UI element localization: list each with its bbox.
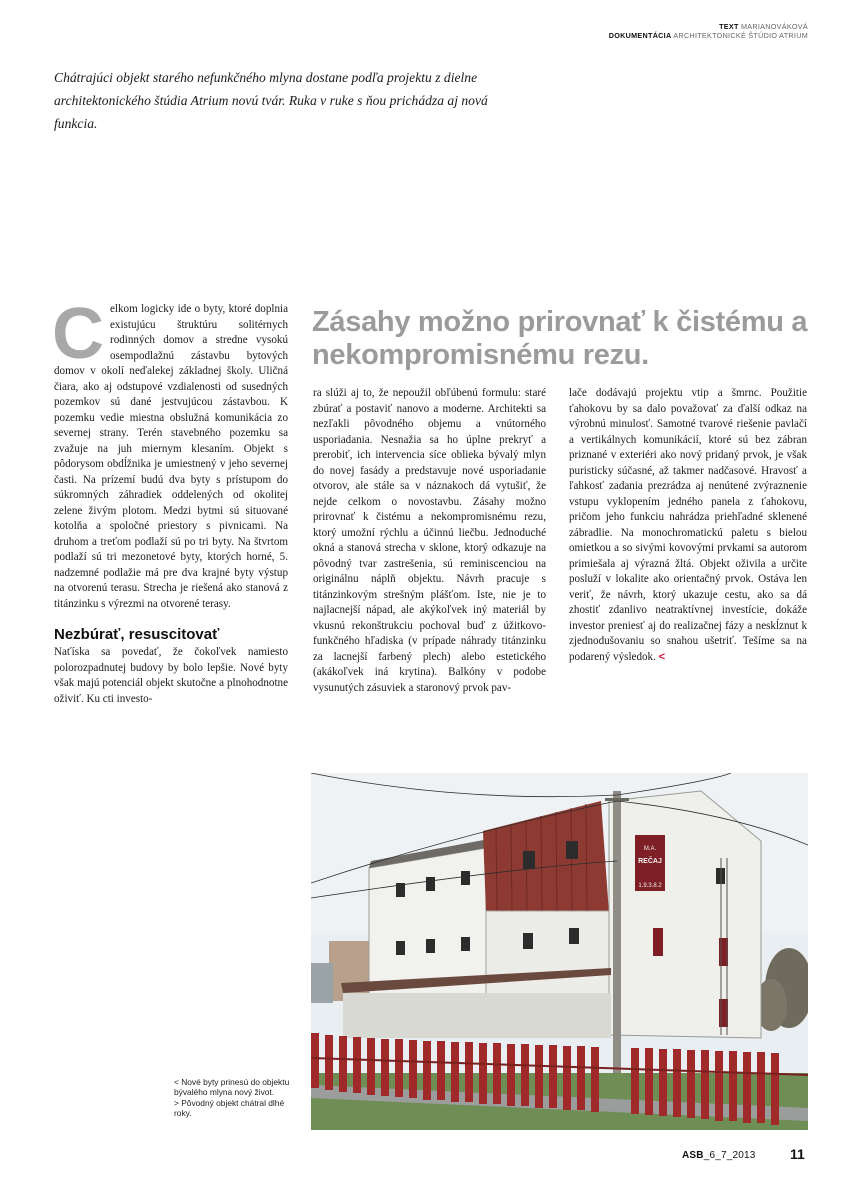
footer-issue bbox=[682, 1150, 756, 1161]
credit-text-line bbox=[609, 22, 808, 31]
end-mark: < bbox=[658, 650, 666, 663]
article-column-3 bbox=[569, 386, 807, 665]
lead-paragraph: Chátrajúci objekt starého nefunkčného mlyna dostane podľa projektu z dielne architektonického štúdia Atrium novú tvár. Ruka v ruke s ňou prichádza aj nová funkcia. bbox=[54, 70, 488, 131]
intro-paragraph-text: elkom logicky ide o byty, ktoré doplnia existujúcu štruktúru solitérnych rodinných domov a stredne vysokú osempodlažnú zástavbu bytových domov v okolí neďalekej základnej školy. Uličná čiara, ako aj odstupové vzdialenosti od susedných pozemkov sú dané jestvujúcou zástavbou. K pozemku vedie miestna obslužná komunikácia zo severnej strany. Terén stavebného pozemku sa zvažuje na juh miernym klesaním. Objekt s pôdorysom obdĺžnika je umiestnený v jeho severnej časti. Na prízemí budú dva byty s prístupom do súkromných záhradiek oddelených od okolitej zelene živým plotom. Medzi bytmi sú situované kotolňa a spoločné priestory s pivnicami. Na druhom a treťom podlaží sú po tri byty. Na štvrtom podlaží sú tri mezonetové byty, ktorých horné, 5. nadzemné podlažie má pre dva krajné byty výstup na otvorenú terasu. Strecha je riešená ako stanová z titánzinku s výrezmi na otvorené terasy. bbox=[54, 303, 288, 610]
caption-line-2: > Pôvodný objekt chátral dlhé roky. bbox=[174, 1097, 285, 1119]
sign-line-3: 1.9.3.8.2 bbox=[638, 883, 662, 889]
mill-photo bbox=[311, 773, 808, 1130]
column-3-text: lače dodávajú projektu vtip a šmrnc. Použitie ťahokovu by sa dalo považovať za ďalší odkaz na výrobnú minulosť. Samotné tvarové riešenie pavlačí a vertikálnych komunikácií, ktoré sú bez zábran priznané v exteriéri ako nový pridaný prvok, je však puristicky súčasné, až takmer nadčasové. Hravosť a ľahkosť zadania prezrádza aj nenútené zvýraznenie vstupu vyklopením jedného panela z ťahokovu, pričom jeho funkciu nahrádza priehľadné sklenené zábradlie. Na monochromatickú paletu s bielou omietkou a so sivými kovovými prvkami sa autorom primiešala aj výrazná žltá. Objekt oživila a určite posluží v lokalite ako orientačný prvok. Ostáva len veriť, že návrh, ktorý ukazuje cestu, ako sa dá zhostiť zdanlivo neatraktívnej investície, dokáže investor preniesť aj do realizačnej fázy a neskĺznut k zjednodušovaniu so snahou ušetriť. Tešíme sa na podarený výsledok. bbox=[569, 387, 807, 663]
pull-quote: Zásahy možno prirovnať k čistému a nekompromisnému rezu. bbox=[312, 306, 808, 371]
drop-cap: C bbox=[52, 294, 104, 374]
caption-line-1: < Nové byty prinesú do objektu bývalého mlyna nový život. bbox=[174, 1077, 290, 1098]
credit-documentation-line bbox=[609, 31, 808, 40]
column-3-paragraph bbox=[569, 386, 807, 665]
credit-doc-label: DOKUMENTÁCIA bbox=[608, 31, 672, 40]
intro-paragraph bbox=[52, 294, 288, 612]
section-paragraph: Naťíska sa povedať, že čokoľvek namiesto polorozpadnutej budovy by bolo lepšie. Nové byty však majú potenciál objekt skutočne a plnohodnotne oživiť. Ku cti investo- bbox=[54, 646, 288, 705]
article-credits bbox=[609, 22, 808, 40]
section-subheading: Nezbúrať, resuscitovať bbox=[54, 626, 220, 643]
credit-text-value: MARIANOVÁKOVÁ bbox=[740, 22, 808, 31]
article-column-1 bbox=[52, 294, 288, 707]
sign-line-1: M.A. bbox=[643, 846, 657, 852]
article-column-2 bbox=[313, 386, 546, 696]
credit-text-label: TEXT bbox=[719, 22, 739, 31]
photo-caption bbox=[174, 1077, 294, 1119]
issue-number: _6_7_2013 bbox=[703, 1150, 756, 1161]
sign-line-2: REČAJ bbox=[638, 858, 662, 865]
page-number: 11 bbox=[790, 1146, 805, 1162]
column-2-paragraph: ra slúži aj to, že nepoužil obľúbenú formulu: staré zbúrať a postaviť nanovo a moderne. Architekti sa nezľakli pôvodného objemu a vnútorného usporiadania. Nesnažia sa ho úplne prekryť a prerobiť, ich intervencia síce oblieka bývalý mlyn do novej fasády a predstavuje nové usporiadanie otvorov, ale stále sa v náznakoch dá vytušiť, že nejde celkom o novostavbu. Zásahy možno prirovnať k čistému a nekompromisnému rezu, ktorý umožní rýchlu a účinnú liečbu. Jednoduché okná a stanová strecha v sklone, ktorý odkazuje na pôvodný tvar zastrešenia, sú reminiscenciou na originálnu náplň objektu. Návrh pracuje s titánzinkovým strešným plášťom. Iste, nie je to najlacnejší nápad, ale akýkoľvek iný materiál by vkusnú rekonštrukciu pochoval buď z úžitkovo-funkčného hľadiska (v prípade náhrady titánzinku za lacnejší farbený plech) alebo estetického (akákoľvek iná krytina). Balkóny v podobe vysunutých zásuviek a staronový prvok pav- bbox=[313, 387, 546, 694]
magazine-name: ASB bbox=[682, 1150, 704, 1161]
credit-doc-value: ARCHITEKTONICKÉ ŠTÚDIO ATRIUM bbox=[673, 31, 808, 40]
